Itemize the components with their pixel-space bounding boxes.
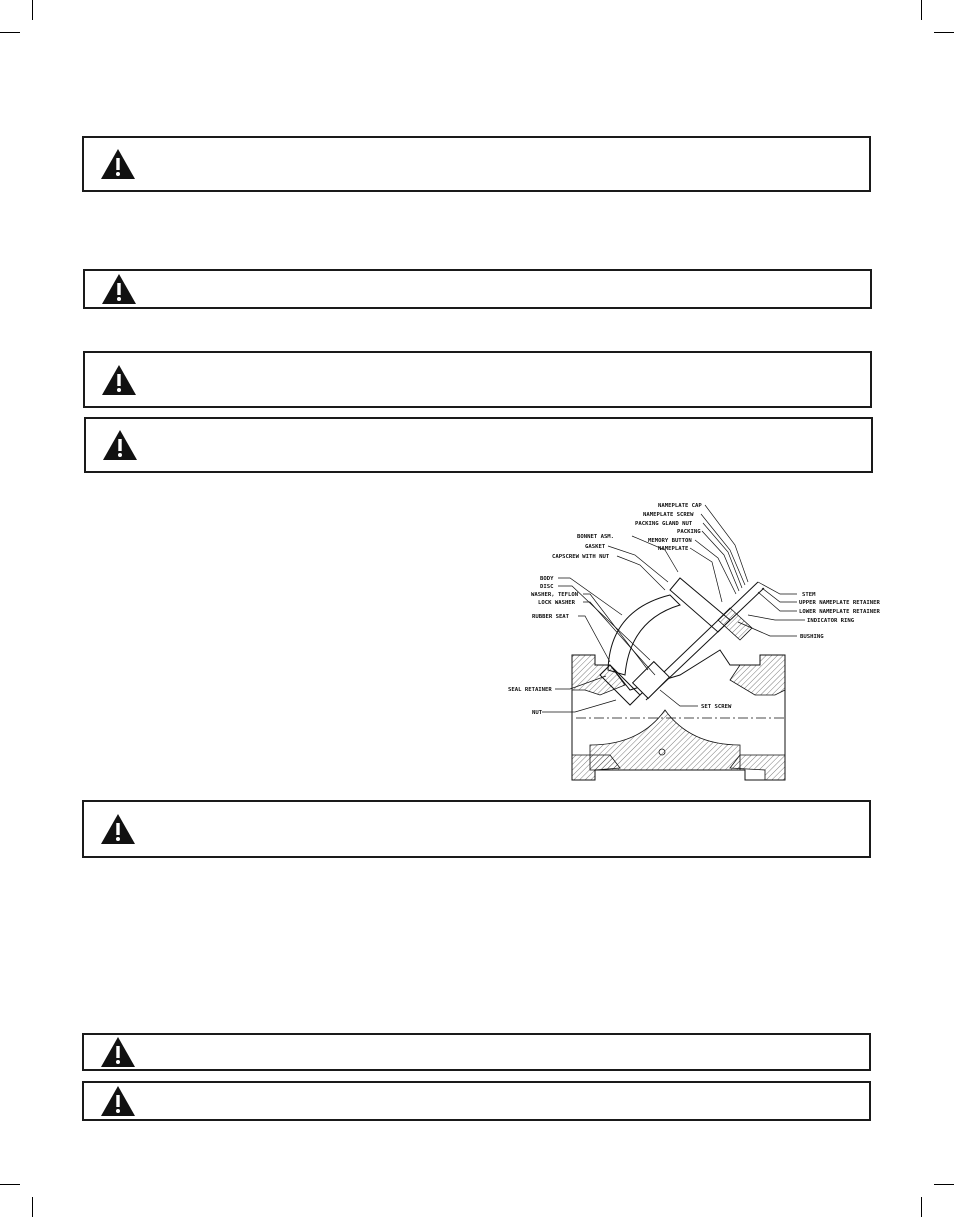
- warning-icon: [100, 148, 136, 180]
- label-indicator-ring: INDICATOR RING: [807, 618, 855, 624]
- warning-box-6: [82, 1033, 871, 1071]
- crop-mark: [921, 1197, 922, 1217]
- crop-mark: [32, 0, 33, 20]
- label-bushing: BUSHING: [800, 634, 824, 640]
- crop-mark: [0, 1184, 20, 1185]
- warning-box-2: [83, 269, 872, 309]
- warning-icon: [101, 364, 137, 396]
- label-packing-gland-nut: PACKING GLAND NUT: [635, 521, 693, 527]
- crop-mark: [934, 1184, 954, 1185]
- label-disc: DISC: [540, 584, 554, 590]
- label-nameplate-screw: NAMEPLATE SCREW: [643, 512, 694, 518]
- warning-box-5: [82, 800, 871, 858]
- label-upper-nameplate-retainer: UPPER NAMEPLATE RETAINER: [799, 600, 880, 606]
- warning-box-3: [83, 351, 872, 408]
- warning-icon: [102, 429, 138, 461]
- warning-icon: [100, 813, 136, 845]
- warning-icon: [100, 1036, 136, 1068]
- valve-body: [572, 578, 785, 780]
- label-bonnet-asm: BONNET ASM.: [577, 534, 615, 540]
- warning-box-1: [82, 136, 871, 192]
- crop-mark: [934, 32, 954, 33]
- label-nameplate-cap: NAMEPLATE CAP: [658, 503, 702, 509]
- label-packing: PACKING: [677, 529, 701, 535]
- crop-mark: [0, 32, 20, 33]
- label-nameplate: NAMEPLATE: [658, 546, 689, 552]
- valve-cross-section-diagram: [490, 490, 890, 790]
- label-stem: STEM: [802, 592, 816, 598]
- warning-box-7: [82, 1081, 871, 1121]
- label-rubber-seat: RUBBER SEAT: [532, 614, 570, 620]
- label-capscrew-with-nut: CAPSCREW WITH NUT: [552, 554, 610, 560]
- warning-box-4: [84, 417, 873, 473]
- label-gasket: GASKET: [585, 544, 606, 550]
- warning-icon: [101, 273, 137, 305]
- crop-mark: [32, 1197, 33, 1217]
- label-lock-washer: LOCK WASHER: [538, 600, 576, 606]
- label-nut: NUT: [532, 710, 543, 716]
- warning-icon: [100, 1085, 136, 1117]
- label-body: BODY: [540, 576, 554, 582]
- label-set-screw: SET SCREW: [701, 704, 732, 710]
- label-seal-retainer: SEAL RETAINER: [508, 687, 552, 693]
- label-washer-teflon: WASHER, TEFLON: [531, 592, 579, 598]
- label-lower-nameplate-retainer: LOWER NAMEPLATE RETAINER: [799, 609, 880, 615]
- label-memory-button: MEMORY BUTTON: [648, 538, 692, 544]
- crop-mark: [921, 0, 922, 20]
